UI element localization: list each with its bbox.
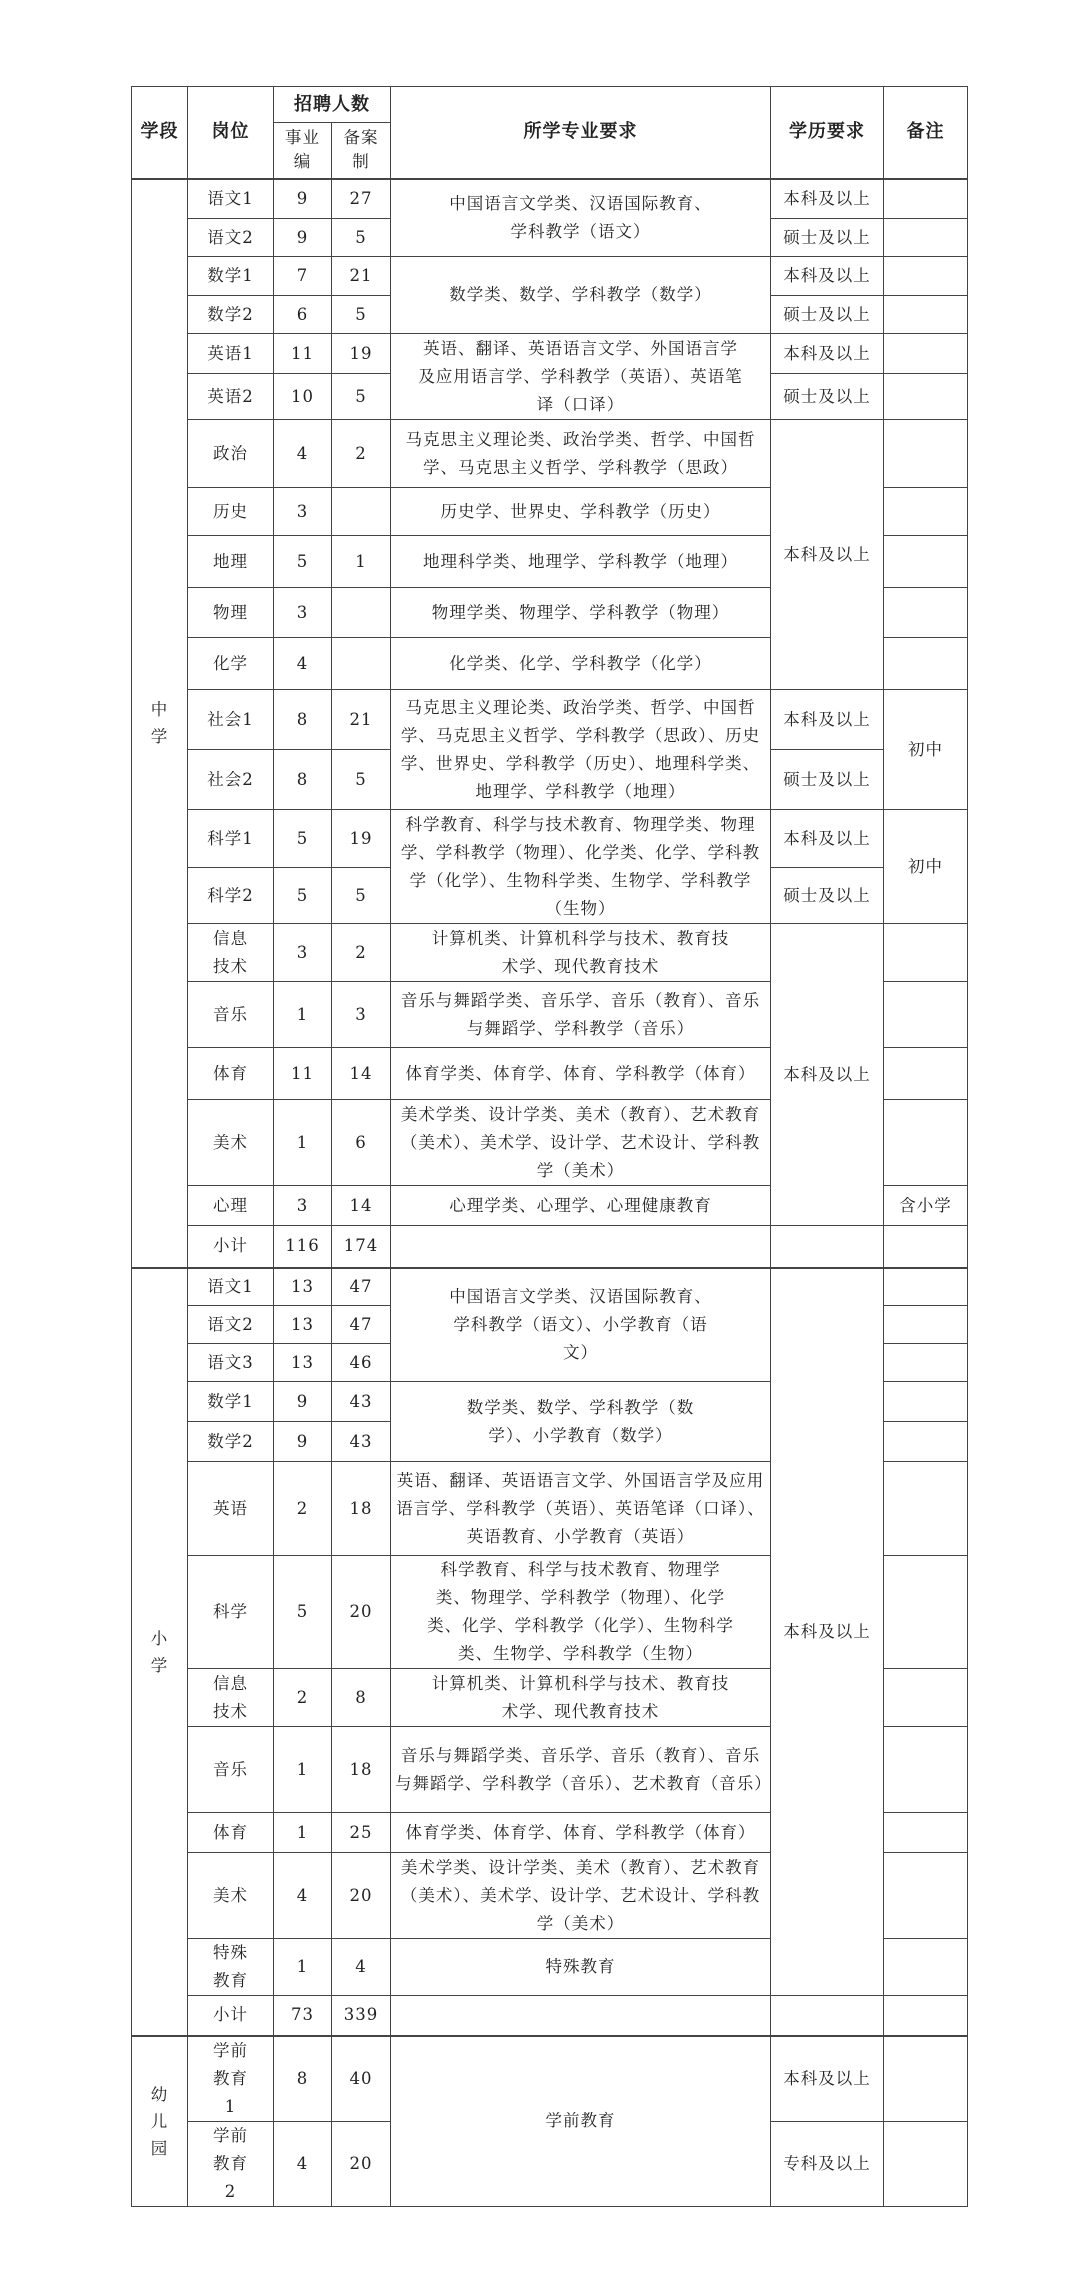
header-major: 所学专业要求 [391, 87, 771, 179]
count-b-cell: 14 [332, 1048, 391, 1100]
table-row [132, 420, 968, 488]
table-row [132, 2036, 968, 2122]
edu-cell [771, 1226, 884, 1268]
edu-cell: 本科及以上 [771, 257, 884, 296]
header-count-group: 招聘人数 [274, 87, 391, 123]
major-cell: 音乐与舞蹈学类、音乐学、音乐（教育）、音乐与舞蹈学、学科教学（音乐） [391, 982, 771, 1048]
post-cell: 信息技术 [188, 924, 274, 982]
count-b-cell [332, 638, 391, 690]
note-cell [884, 334, 968, 374]
count-a-cell: 6 [274, 296, 332, 334]
count-a-cell: 13 [274, 1344, 332, 1382]
count-a-cell: 73 [274, 1996, 332, 2036]
major-cell: 体育学类、体育学、体育、学科教学（体育） [391, 1813, 771, 1853]
major-cell: 科学教育、科学与技术教育、物理学类、物理学、学科教学（物理）、化学类、化学、学科教学（化学）、生物科学类、生物学、学科教学（生物） [391, 1556, 771, 1669]
edu-cell: 本科及以上 [771, 924, 884, 1226]
major-cell: 特殊教育 [391, 1939, 771, 1996]
edu-cell: 硕士及以上 [771, 296, 884, 334]
note-cell [884, 1556, 968, 1669]
count-a-cell: 13 [274, 1306, 332, 1344]
post-cell: 科学1 [188, 810, 274, 868]
count-b-cell: 19 [332, 810, 391, 868]
count-b-cell: 8 [332, 1669, 391, 1727]
post-cell: 政治 [188, 420, 274, 488]
header-edu: 学历要求 [771, 87, 884, 179]
count-a-cell: 10 [274, 374, 332, 420]
count-b-cell: 47 [332, 1306, 391, 1344]
subtotal-row [132, 1226, 968, 1268]
count-b-cell: 5 [332, 296, 391, 334]
count-a-cell: 1 [274, 1727, 332, 1813]
count-a-cell: 9 [274, 179, 332, 219]
note-cell [884, 1853, 968, 1939]
note-cell [884, 1344, 968, 1382]
count-b-cell: 14 [332, 1186, 391, 1226]
post-cell: 数学2 [188, 296, 274, 334]
header-count-b: 备案制 [332, 123, 391, 179]
major-cell: 数学类、数学、学科教学（数学）、小学教育（数学） [391, 1382, 771, 1462]
count-b-cell [332, 488, 391, 536]
count-a-cell: 1 [274, 1939, 332, 1996]
major-cell: 美术学类、设计学类、美术（教育）、艺术教育（美术）、美术学、设计学、艺术设计、学科教学（美术） [391, 1853, 771, 1939]
post-cell: 英语1 [188, 334, 274, 374]
post-cell: 数学1 [188, 257, 274, 296]
stage-primary: 小学 [132, 1268, 188, 2036]
subtotal-row [132, 1996, 968, 2036]
major-cell: 历史学、世界史、学科教学（历史） [391, 488, 771, 536]
post-cell: 体育 [188, 1813, 274, 1853]
count-b-cell: 43 [332, 1422, 391, 1462]
note-cell [884, 257, 968, 296]
edu-cell: 本科及以上 [771, 690, 884, 750]
count-a-cell: 3 [274, 588, 332, 638]
count-b-cell: 2 [332, 420, 391, 488]
edu-cell: 硕士及以上 [771, 868, 884, 924]
edu-cell: 专科及以上 [771, 2121, 884, 2206]
count-b-cell: 43 [332, 1382, 391, 1422]
count-b-cell: 19 [332, 334, 391, 374]
recruitment-table [131, 86, 968, 2207]
count-b-cell [332, 588, 391, 638]
note-cell [884, 1226, 968, 1268]
count-b-cell: 25 [332, 1813, 391, 1853]
table-row [132, 690, 968, 750]
count-a-cell: 4 [274, 2121, 332, 2206]
post-cell: 科学 [188, 1556, 274, 1669]
post-cell: 美术 [188, 1853, 274, 1939]
post-cell: 语文3 [188, 1344, 274, 1382]
post-cell: 数学1 [188, 1382, 274, 1422]
major-cell: 学前教育 [391, 2036, 771, 2207]
edu-cell: 本科及以上 [771, 1268, 884, 1996]
note-cell [884, 1813, 968, 1853]
table-row [132, 924, 968, 982]
major-cell [391, 1226, 771, 1268]
major-cell: 美术学类、设计学类、美术（教育）、艺术教育（美术）、美术学、设计学、艺术设计、学科教学（美术） [391, 1100, 771, 1186]
major-cell: 马克思主义理论类、政治学类、哲学、中国哲学、马克思主义哲学、学科教学（思政） [391, 420, 771, 488]
note-cell [884, 488, 968, 536]
post-cell: 历史 [188, 488, 274, 536]
major-cell: 物理学类、物理学、学科教学（物理） [391, 588, 771, 638]
count-b-cell: 339 [332, 1996, 391, 2036]
post-cell: 学前教育2 [188, 2121, 274, 2206]
note-cell: 含小学 [884, 1186, 968, 1226]
count-a-cell: 11 [274, 334, 332, 374]
note-cell [884, 1727, 968, 1813]
post-cell: 物理 [188, 588, 274, 638]
post-cell: 小计 [188, 1996, 274, 2036]
note-cell [884, 1939, 968, 1996]
post-cell: 小计 [188, 1226, 274, 1268]
post-cell: 社会1 [188, 690, 274, 750]
note-cell [884, 1669, 968, 1727]
note-cell [884, 1100, 968, 1186]
stage-kindergarten: 幼儿园 [132, 2036, 188, 2207]
count-a-cell: 3 [274, 924, 332, 982]
count-b-cell: 18 [332, 1462, 391, 1556]
post-cell: 语文1 [188, 1268, 274, 1306]
major-cell: 英语、翻译、英语语言文学、外国语言学及应用语言学、学科教学（英语）、英语笔译（口译） [391, 334, 771, 420]
count-b-cell: 47 [332, 1268, 391, 1306]
note-cell [884, 588, 968, 638]
edu-cell: 本科及以上 [771, 179, 884, 219]
count-a-cell: 3 [274, 488, 332, 536]
header-stage: 学段 [132, 87, 188, 179]
count-a-cell: 2 [274, 1669, 332, 1727]
post-cell: 地理 [188, 536, 274, 588]
count-b-cell: 5 [332, 219, 391, 257]
count-a-cell: 8 [274, 750, 332, 810]
edu-cell: 本科及以上 [771, 334, 884, 374]
note-cell [884, 1382, 968, 1422]
note-cell [884, 1996, 968, 2036]
post-cell: 学前教育1 [188, 2036, 274, 2122]
post-cell: 语文1 [188, 179, 274, 219]
count-a-cell: 116 [274, 1226, 332, 1268]
edu-cell [771, 1996, 884, 2036]
count-b-cell: 40 [332, 2036, 391, 2122]
note-cell: 初中 [884, 810, 968, 924]
post-cell: 信息技术 [188, 1669, 274, 1727]
count-a-cell: 13 [274, 1268, 332, 1306]
post-cell: 英语 [188, 1462, 274, 1556]
note-cell [884, 219, 968, 257]
note-cell [884, 1422, 968, 1462]
count-a-cell: 9 [274, 219, 332, 257]
count-a-cell: 8 [274, 690, 332, 750]
major-cell: 马克思主义理论类、政治学类、哲学、中国哲学、马克思主义哲学、学科教学（思政）、历史学、世界史、学科教学（历史）、地理科学类、地理学、学科教学（地理） [391, 690, 771, 810]
table-row [132, 179, 968, 219]
count-a-cell: 4 [274, 420, 332, 488]
note-cell [884, 296, 968, 334]
table-row [132, 257, 968, 296]
count-a-cell: 9 [274, 1382, 332, 1422]
count-a-cell: 7 [274, 257, 332, 296]
header-count-a: 事业编 [274, 123, 332, 179]
note-cell [884, 638, 968, 690]
note-cell [884, 179, 968, 219]
count-a-cell: 4 [274, 1853, 332, 1939]
header-post: 岗位 [188, 87, 274, 179]
table-row [132, 334, 968, 374]
count-a-cell: 2 [274, 1462, 332, 1556]
edu-cell: 硕士及以上 [771, 219, 884, 257]
count-b-cell: 21 [332, 257, 391, 296]
post-cell: 数学2 [188, 1422, 274, 1462]
table-row [132, 810, 968, 868]
major-cell: 计算机类、计算机科学与技术、教育技术学、现代教育技术 [391, 924, 771, 982]
note-cell [884, 982, 968, 1048]
count-b-cell: 46 [332, 1344, 391, 1382]
note-cell [884, 1048, 968, 1100]
count-a-cell: 11 [274, 1048, 332, 1100]
note-cell [884, 420, 968, 488]
post-cell: 音乐 [188, 982, 274, 1048]
major-cell [391, 1996, 771, 2036]
header-note: 备注 [884, 87, 968, 179]
major-cell: 化学类、化学、学科教学（化学） [391, 638, 771, 690]
count-a-cell: 5 [274, 868, 332, 924]
count-b-cell: 5 [332, 374, 391, 420]
count-a-cell: 3 [274, 1186, 332, 1226]
note-cell [884, 1268, 968, 1306]
count-b-cell: 2 [332, 924, 391, 982]
major-cell: 心理学类、心理学、心理健康教育 [391, 1186, 771, 1226]
count-b-cell: 1 [332, 536, 391, 588]
edu-cell: 本科及以上 [771, 420, 884, 690]
post-cell: 化学 [188, 638, 274, 690]
count-b-cell: 20 [332, 1853, 391, 1939]
post-cell: 特殊教育 [188, 1939, 274, 1996]
note-cell [884, 2036, 968, 2122]
stage-middle: 中学 [132, 179, 188, 1268]
table-row [132, 1268, 968, 1306]
count-b-cell: 20 [332, 1556, 391, 1669]
post-cell: 社会2 [188, 750, 274, 810]
major-cell: 中国语言文学类、汉语国际教育、学科教学（语文） [391, 179, 771, 257]
count-b-cell: 4 [332, 1939, 391, 1996]
count-a-cell: 8 [274, 2036, 332, 2122]
note-cell [884, 536, 968, 588]
count-a-cell: 1 [274, 982, 332, 1048]
major-cell: 科学教育、科学与技术教育、物理学类、物理学、学科教学（物理）、化学类、化学、学科教学（化学）、生物科学类、生物学、学科教学（生物） [391, 810, 771, 924]
edu-cell: 本科及以上 [771, 2036, 884, 2122]
post-cell: 美术 [188, 1100, 274, 1186]
note-cell [884, 1462, 968, 1556]
count-a-cell: 5 [274, 1556, 332, 1669]
count-a-cell: 5 [274, 810, 332, 868]
post-cell: 科学2 [188, 868, 274, 924]
edu-cell: 硕士及以上 [771, 750, 884, 810]
major-cell: 英语、翻译、英语语言文学、外国语言学及应用语言学、学科教学（英语）、英语笔译（口译）、英语教育、小学教育（英语） [391, 1462, 771, 1556]
count-b-cell: 6 [332, 1100, 391, 1186]
count-b-cell: 5 [332, 750, 391, 810]
count-b-cell: 5 [332, 868, 391, 924]
major-cell: 体育学类、体育学、体育、学科教学（体育） [391, 1048, 771, 1100]
major-cell: 地理科学类、地理学、学科教学（地理） [391, 536, 771, 588]
header-row [132, 87, 968, 123]
post-cell: 音乐 [188, 1727, 274, 1813]
post-cell: 语文2 [188, 219, 274, 257]
edu-cell: 硕士及以上 [771, 374, 884, 420]
post-cell: 心理 [188, 1186, 274, 1226]
post-cell: 英语2 [188, 374, 274, 420]
major-cell: 计算机类、计算机科学与技术、教育技术学、现代教育技术 [391, 1669, 771, 1727]
note-cell [884, 374, 968, 420]
count-a-cell: 1 [274, 1100, 332, 1186]
note-cell [884, 1306, 968, 1344]
count-b-cell: 21 [332, 690, 391, 750]
note-cell: 初中 [884, 690, 968, 810]
count-a-cell: 9 [274, 1422, 332, 1462]
count-b-cell: 27 [332, 179, 391, 219]
note-cell [884, 924, 968, 982]
major-cell: 数学类、数学、学科教学（数学） [391, 257, 771, 334]
count-a-cell: 1 [274, 1813, 332, 1853]
count-b-cell: 18 [332, 1727, 391, 1813]
note-cell [884, 2121, 968, 2206]
major-cell: 中国语言文学类、汉语国际教育、学科教学（语文）、小学教育（语文） [391, 1268, 771, 1382]
count-b-cell: 20 [332, 2121, 391, 2206]
count-a-cell: 4 [274, 638, 332, 690]
count-b-cell: 3 [332, 982, 391, 1048]
edu-cell: 本科及以上 [771, 810, 884, 868]
count-b-cell: 174 [332, 1226, 391, 1268]
count-a-cell: 5 [274, 536, 332, 588]
post-cell: 体育 [188, 1048, 274, 1100]
post-cell: 语文2 [188, 1306, 274, 1344]
major-cell: 音乐与舞蹈学类、音乐学、音乐（教育）、音乐与舞蹈学、学科教学（音乐）、艺术教育（音乐） [391, 1727, 771, 1813]
